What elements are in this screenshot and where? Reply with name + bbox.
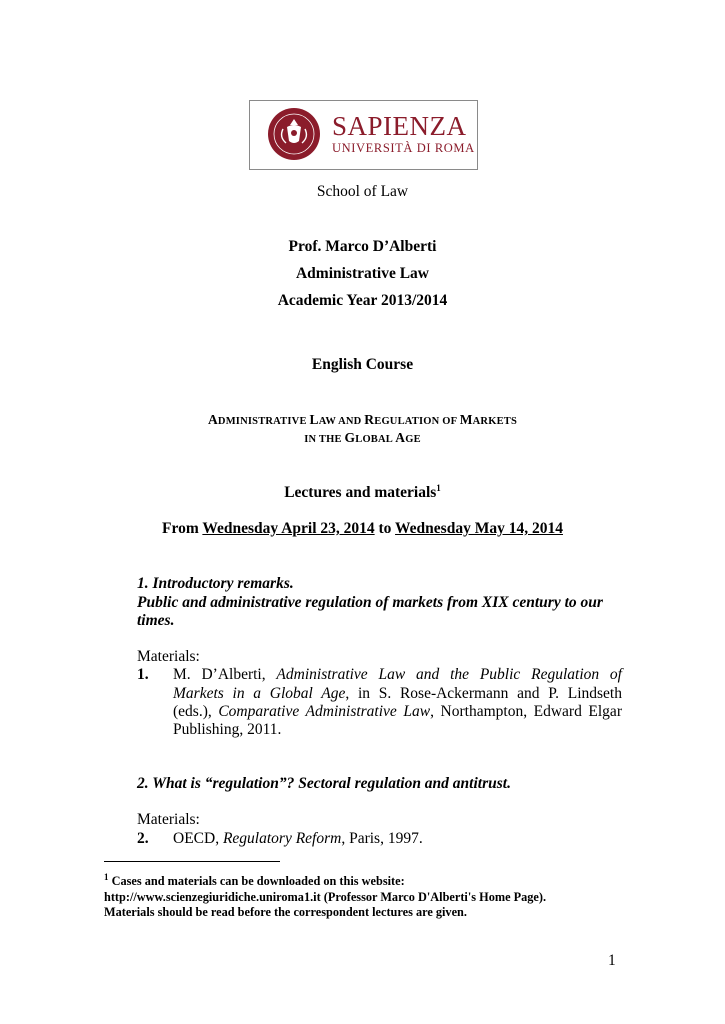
course-language: English Course [311,356,414,373]
sapienza-seal-icon [267,107,321,161]
footnote-url[interactable]: http://www.scienzegiuridiche.uniroma1.it (Professor Marco D'Alberti's Home Page). [104,890,547,904]
course-title-line2: IN THE GLOBAL AGE [304,430,421,445]
start-date: Wednesday April 23, 2014 [202,520,375,537]
school-name: School of Law [316,183,409,200]
section1-subheading-line1: Public and administrative regulation of markets from XIX century to our [137,594,603,611]
footnote-separator [104,861,280,862]
brand-subtitle: UNIVERSITÀ DI ROMA [332,141,475,155]
brand-name: SAPIENZA [332,111,467,141]
end-date: Wednesday May 14, 2014 [395,520,563,537]
university-logo [249,100,478,170]
section1-item-line2: Markets in a Global Age, in S. Rose-Ackermann and P. Lindseth [173,685,622,702]
section1-item-line3: (eds.), Comparative Administrative Law, Northampton, Edward Elgar [173,703,622,720]
brand-text [332,111,475,155]
course-name: Administrative Law [295,265,430,282]
section2-item: OECD, Regulatory Reform, Paris, 1997. [173,830,423,847]
section2-materials-label: Materials: [137,811,200,828]
section1-item-number: 1. [137,666,149,683]
section1-item-line4: Publishing, 2011. [173,721,282,738]
section2-item-number: 2. [137,830,149,847]
lectures-heading: Lectures and materials$^1$ [284,482,441,501]
academic-year: Academic Year 2013/2014 [277,292,448,309]
footnote-line1: $^1$ Cases and materials can be downloaded on this website: [104,871,405,888]
section1-subheading-line2: times. [137,612,175,629]
section1-item-line1: M. D’Alberti, Administrative Law and the Public Regulation of [173,666,622,683]
course-title-line1: ADMINISTRATIVE LAW AND REGULATION OF MARKETS [207,412,518,427]
section1-materials-label: Materials: [137,648,200,665]
page-number: 1 [608,952,616,969]
lecture-dates: From Wednesday April 23, 2014 to Wednesday May 14, 2014 [162,520,563,537]
professor-name: Prof. Marco D’Alberti [288,238,437,255]
section2-heading: 2. What is “regulation”? Sectoral regulation and antitrust. [137,775,511,792]
footnote-line3: Materials should be read before the correspondent lectures are given. [104,905,467,919]
section1-heading: 1. Introductory remarks. [137,575,294,592]
footnote-ref[interactable]: 1 [436,482,441,493]
